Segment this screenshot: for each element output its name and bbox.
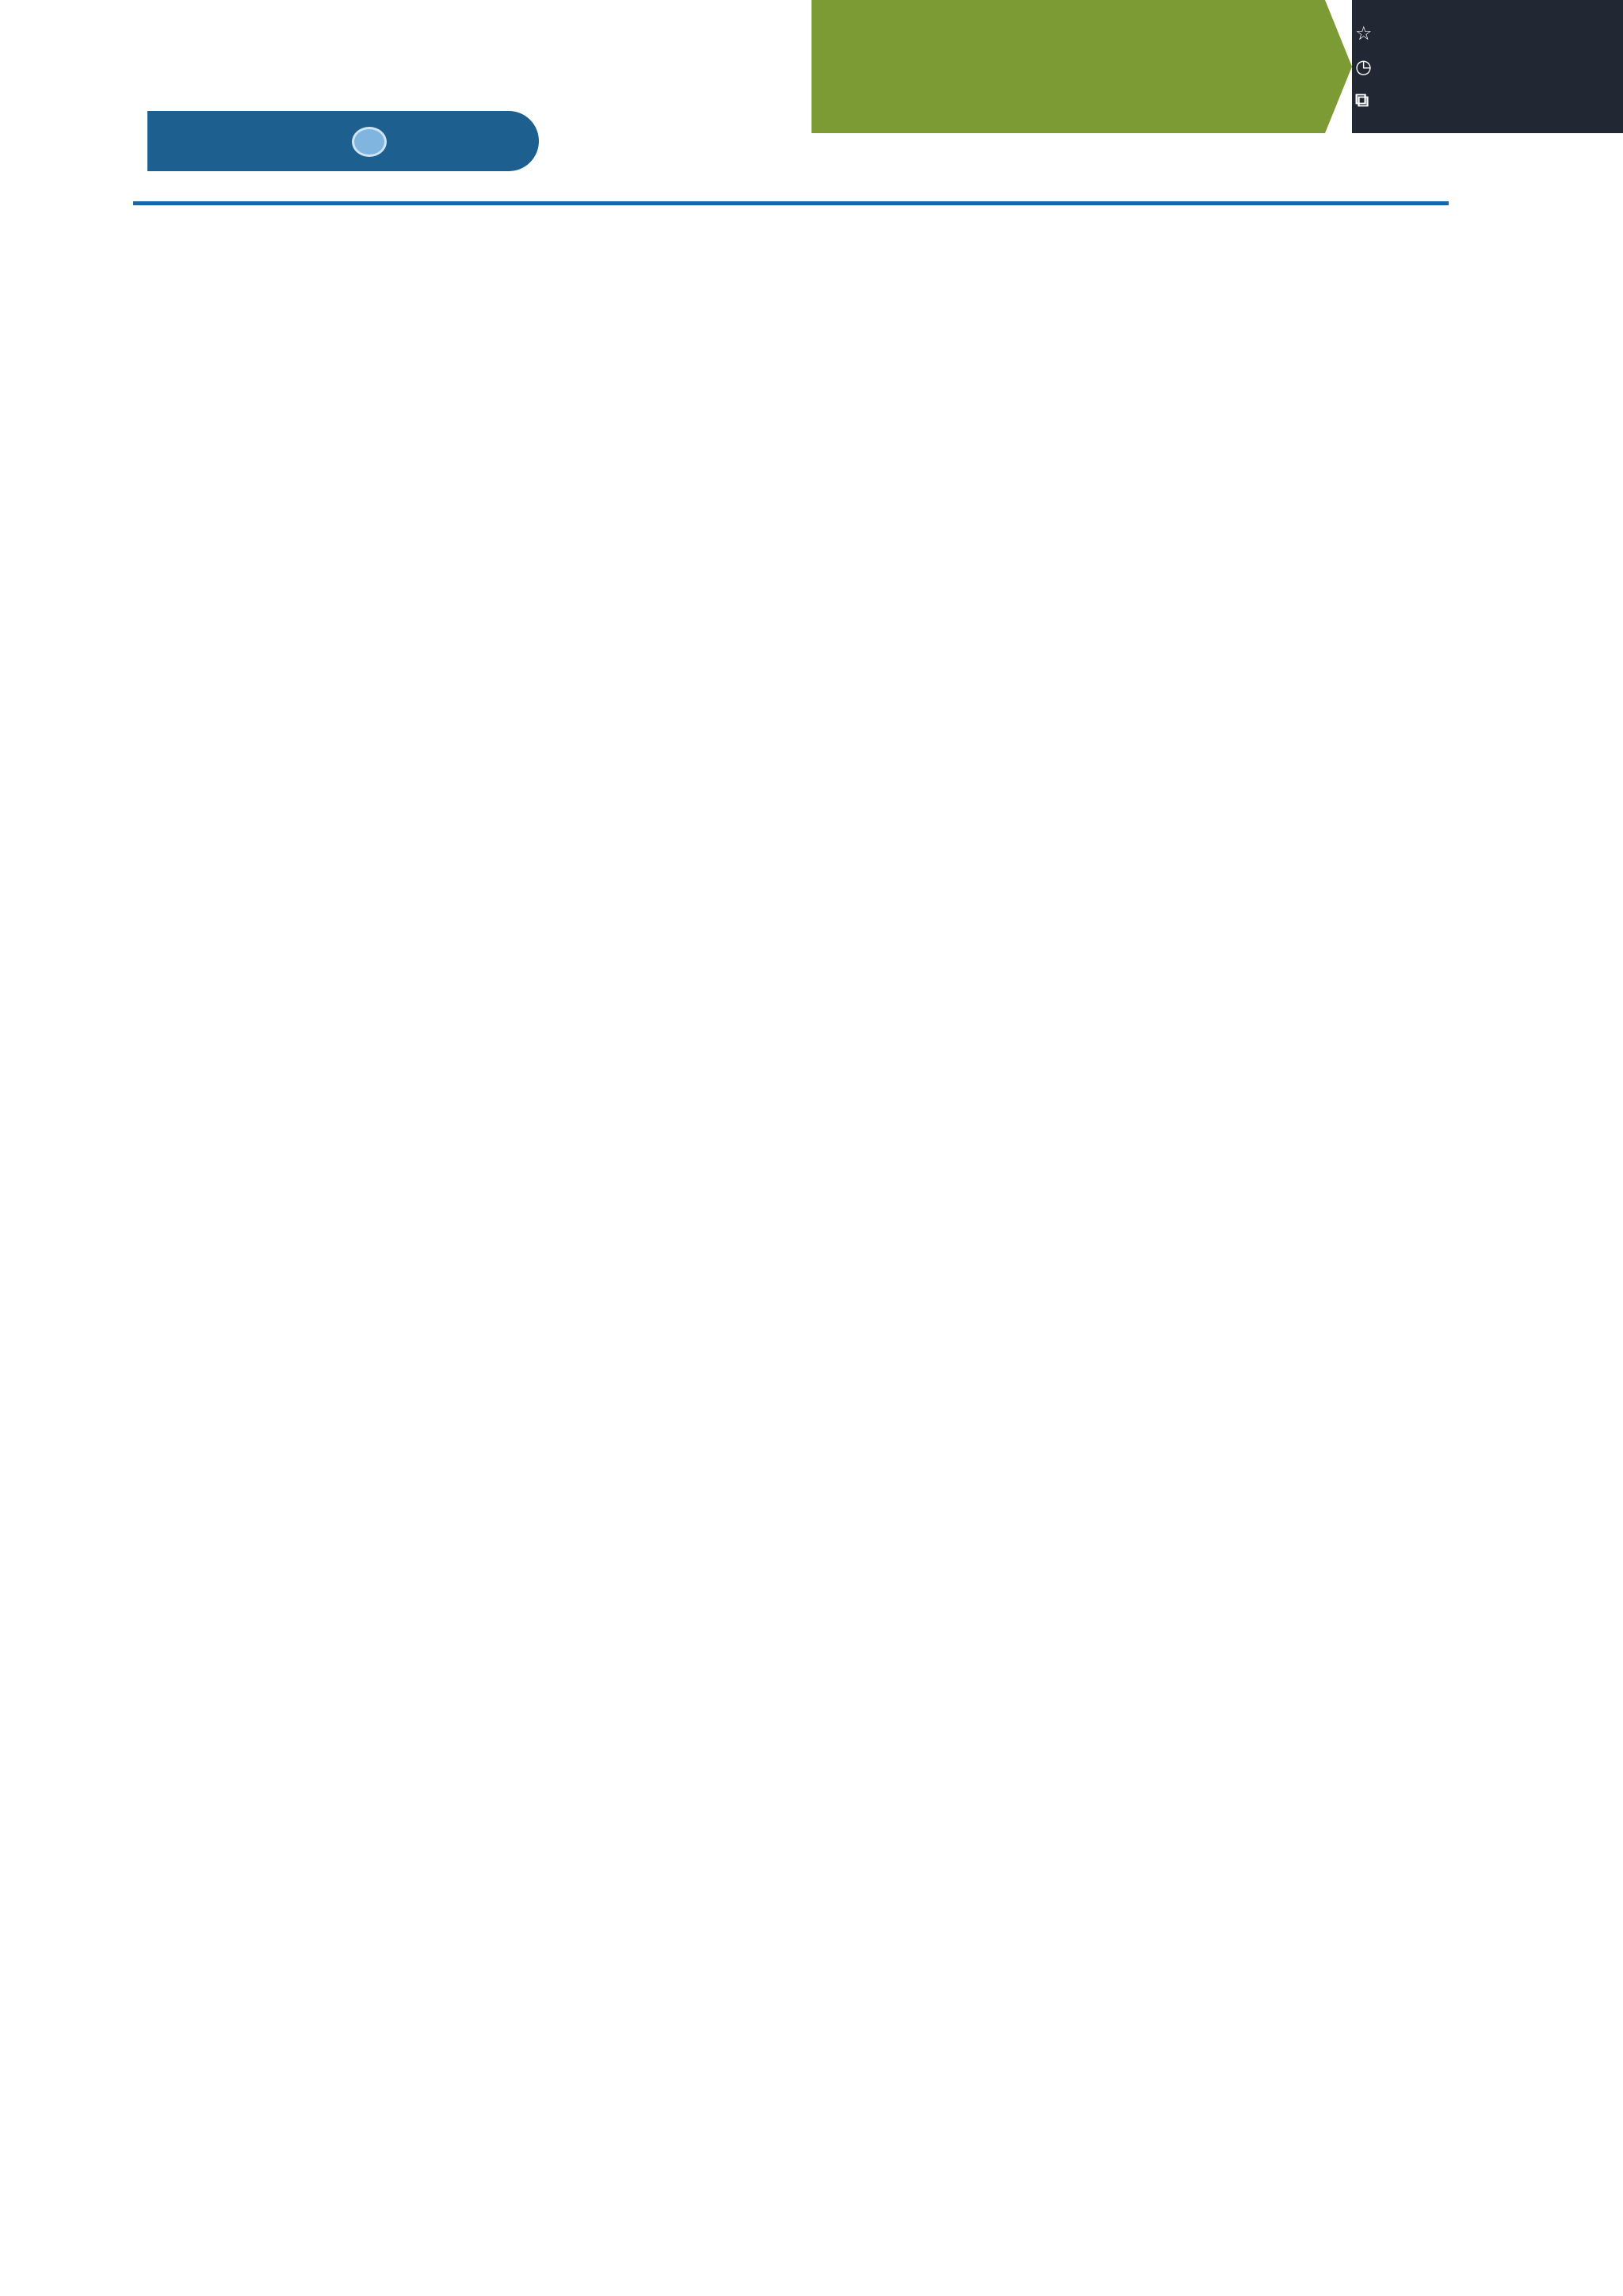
clock-icon: ◷ [1355, 55, 1372, 78]
mosaic-tile [290, 2100, 439, 2233]
mosaic-tile [886, 2233, 1035, 2296]
mosaic-tile [141, 2233, 290, 2296]
section-take-home-message [860, 456, 1478, 486]
section-background [155, 372, 773, 403]
mosaic-tile [1333, 2233, 1484, 2296]
section-discussion [155, 462, 773, 492]
mosaic-tile [1035, 2100, 1184, 2233]
session-title [155, 246, 773, 282]
mosaic-tile [141, 2100, 290, 2233]
mosaic-tile [1184, 2233, 1333, 2296]
banner-arrow [1325, 0, 1352, 133]
mosaic-tile [737, 2100, 886, 2233]
logo-background [147, 111, 539, 171]
footer-mosaic [0, 2100, 1623, 2296]
section-conclusion [155, 492, 773, 522]
banner-features-panel [1352, 0, 1623, 133]
mosaic-tile [737, 2233, 886, 2296]
mosaic-tile [1484, 2100, 1623, 2233]
section-summary-of-results [860, 365, 1478, 395]
star-icon: ☆ [1355, 22, 1373, 44]
right-column [860, 246, 1478, 485]
feature-experienced-writers [1355, 22, 1376, 44]
section-background [860, 306, 1478, 336]
mosaic-tile [290, 2233, 439, 2296]
amee-logo [147, 111, 539, 187]
globe-icon [352, 127, 387, 157]
section-discussion [860, 395, 1478, 426]
mosaic-tile [439, 2100, 590, 2233]
mosaic-tile [1484, 2233, 1623, 2296]
mosaic-tile [439, 2233, 590, 2296]
feature-plagiarism-free [1355, 89, 1376, 111]
mosaic-tile [1333, 2100, 1484, 2233]
mosaic-tile [1184, 2100, 1333, 2233]
mosaic-tile [886, 2100, 1035, 2233]
studyhub-banner[interactable] [812, 0, 1623, 133]
banner-brand-panel [812, 0, 1325, 133]
mosaic-tile [0, 2100, 141, 2233]
copy-icon: ⧉ [1355, 89, 1369, 111]
mosaic-tile [0, 2233, 141, 2296]
left-column [155, 246, 773, 552]
feature-on-time-delivery [1355, 55, 1376, 78]
mosaic-tile [1035, 2233, 1184, 2296]
section-summary-of-results [155, 432, 773, 462]
section-summary-of-work [155, 403, 773, 433]
section-summary-of-work [860, 336, 1478, 366]
section-conclusion [860, 426, 1478, 456]
mosaic-tile [590, 2233, 737, 2296]
header-rule [133, 201, 1449, 205]
section-take-home-message [155, 522, 773, 552]
mosaic-tile [590, 2100, 737, 2233]
